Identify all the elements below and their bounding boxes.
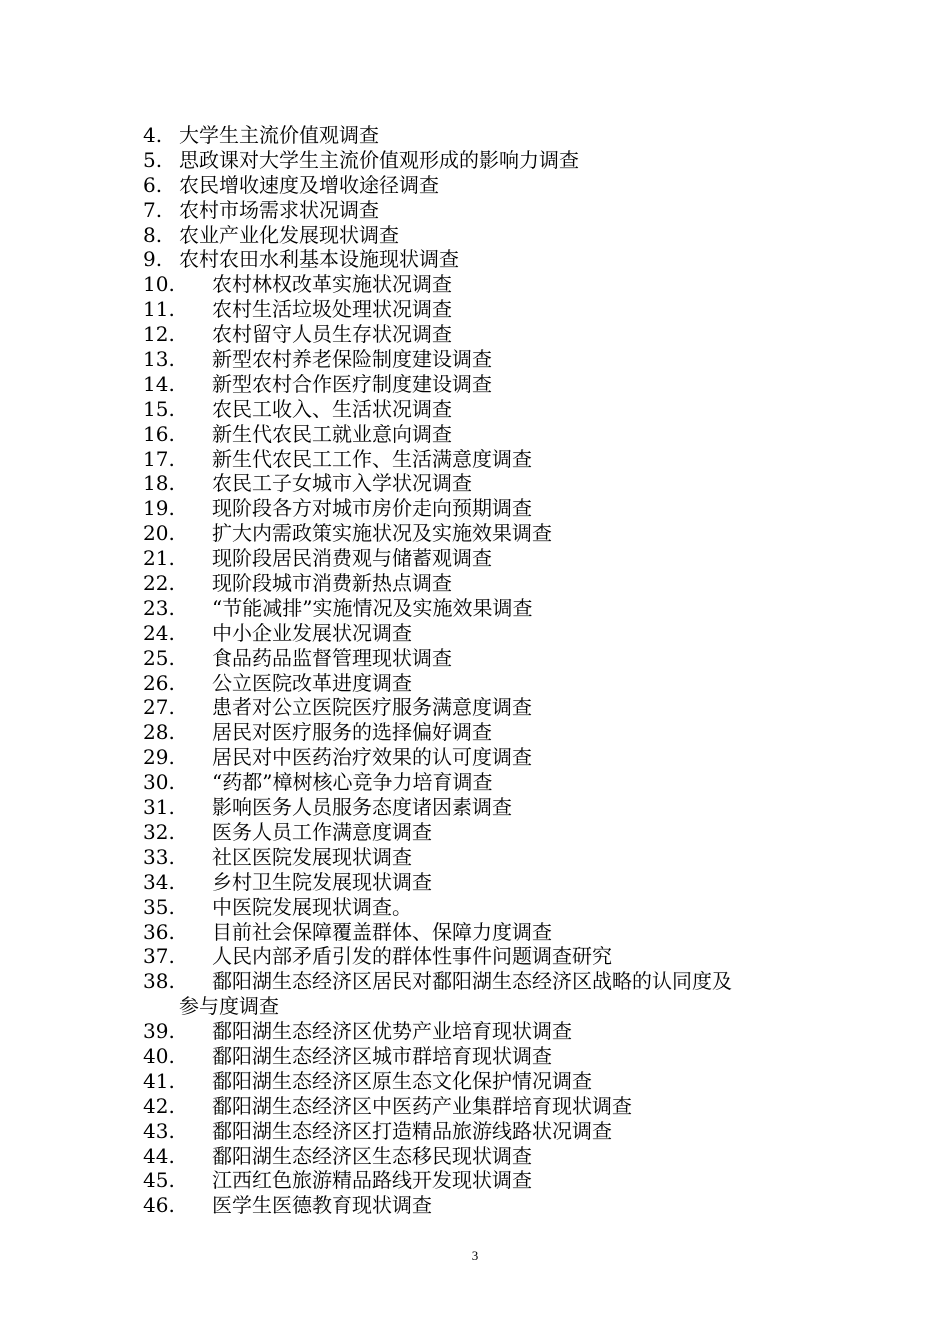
list-item-number: 21. (143, 546, 175, 571)
list-item-text: 人民内部矛盾引发的群体性事件问题调查研究 (212, 944, 612, 969)
list-item-number: 12. (143, 322, 175, 347)
list-item (143, 422, 823, 447)
list-item-text: 鄱阳湖生态经济区中医药产业集群培育现状调查 (212, 1093, 632, 1118)
list-item-text: 农村农田水利基本设施现状调查 (179, 247, 459, 272)
list-item (143, 546, 823, 571)
list-item-number: 33. (143, 844, 175, 869)
list-item-number: 20. (143, 521, 175, 546)
list-item-number: 40. (143, 1043, 175, 1068)
list-item-text: 公立医院改革进度调查 (212, 670, 412, 695)
list-item (143, 1168, 823, 1193)
list-item-text: 新型农村养老保险制度建设调查 (212, 347, 492, 372)
list-item-number: 31. (143, 795, 175, 820)
list-item-number: 17. (143, 446, 175, 471)
list-item-number: 29. (143, 745, 175, 770)
list-item-text: 思政课对大学生主流价值观形成的影响力调查 (179, 147, 579, 172)
list-item (143, 745, 823, 770)
list-item-text: 中医院发展现状调查。 (212, 894, 412, 919)
list-item (143, 1044, 823, 1069)
list-item-number: 22. (143, 571, 175, 596)
list-item-text: 现阶段城市消费新热点调查 (212, 571, 452, 596)
list-item-number: 15. (143, 396, 175, 421)
list-item-number: 27. (143, 695, 175, 720)
list-item (143, 447, 823, 472)
list-item-number: 35. (143, 894, 175, 919)
list-item-number: 18. (143, 471, 175, 496)
list-item (143, 845, 823, 870)
list-item-text: 新生代农民工工作、生活满意度调查 (212, 446, 532, 471)
list-item-text: 扩大内需政策实施状况及实施效果调查 (212, 521, 552, 546)
list-item-number: 42. (143, 1093, 175, 1118)
list-item (143, 944, 823, 969)
list-item-number: 10. (143, 272, 175, 297)
list-item (143, 969, 823, 1019)
list-item-number: 16. (143, 421, 175, 446)
list-item-number: 4. (143, 123, 163, 147)
list-item-number: 46. (143, 1193, 175, 1218)
list-item (143, 1193, 823, 1218)
list-item (143, 695, 823, 720)
list-item (143, 770, 823, 795)
topic-list (143, 123, 823, 1218)
list-item-number: 34. (143, 869, 175, 894)
list-item-text: “药都”樟树核心竞争力培育调查 (212, 770, 493, 795)
list-item (143, 895, 823, 920)
list-item-text: 居民对医疗服务的选择偏好调查 (212, 720, 492, 745)
list-item-number: 24. (143, 620, 175, 645)
list-item-text: 农村留守人员生存状况调查 (212, 322, 452, 347)
list-item (143, 571, 823, 596)
list-item (143, 123, 823, 148)
list-item (143, 223, 823, 248)
list-item-number: 26. (143, 670, 175, 695)
list-item-text: 大学生主流价值观调查 (179, 123, 379, 147)
list-item-number: 36. (143, 919, 175, 944)
list-item-number: 9. (143, 247, 163, 272)
list-item-text: 鄱阳湖生态经济区生态移民现状调查 (212, 1143, 532, 1168)
list-item-text: 社区医院发展现状调查 (212, 844, 412, 869)
list-item-text: 鄱阳湖生态经济区优势产业培育现状调查 (212, 1019, 572, 1044)
list-item-text: 江西红色旅游精品路线开发现状调查 (212, 1168, 532, 1193)
list-item-number: 44. (143, 1143, 175, 1168)
list-item-text: “节能减排”实施情况及实施效果调查 (212, 595, 533, 620)
list-item (143, 173, 823, 198)
list-item-text: 乡村卫生院发展现状调查 (212, 869, 432, 894)
list-item (143, 795, 823, 820)
list-item (143, 1069, 823, 1094)
page-number: 3 (471, 1248, 479, 1263)
list-item-text: 目前社会保障覆盖群体、保障力度调查 (212, 919, 552, 944)
list-item-number: 25. (143, 645, 175, 670)
list-item-text: 患者对公立医院医疗服务满意度调查 (212, 695, 532, 720)
list-item (143, 920, 823, 945)
list-item (143, 521, 823, 546)
list-item (143, 646, 823, 671)
list-item-number: 37. (143, 944, 175, 969)
list-item-number: 32. (143, 819, 175, 844)
list-item-number: 8. (143, 222, 163, 247)
list-item (143, 272, 823, 297)
list-item-text: 农业产业化发展现状调查 (179, 222, 399, 247)
list-item-text: 农民增收速度及增收途径调查 (179, 172, 439, 197)
list-item-number: 5. (143, 147, 163, 172)
list-item-number: 30. (143, 770, 175, 795)
list-item (143, 322, 823, 347)
list-item-text: 农村市场需求状况调查 (179, 197, 379, 222)
list-item-text: 农村生活垃圾处理状况调查 (212, 297, 452, 322)
list-item-number: 45. (143, 1168, 175, 1193)
list-item-number: 41. (143, 1068, 175, 1093)
list-item-number: 14. (143, 371, 175, 396)
list-item (143, 496, 823, 521)
list-item-text: 食品药品监督管理现状调查 (212, 645, 452, 670)
list-item-number: 23. (143, 595, 175, 620)
list-item (143, 297, 823, 322)
list-item-number: 28. (143, 720, 175, 745)
list-item-number: 11. (143, 297, 175, 322)
list-item-text: 居民对中医药治疗效果的认可度调查 (212, 745, 532, 770)
list-item-text: 鄱阳湖生态经济区原生态文化保护情况调查 (212, 1068, 592, 1093)
list-item-text: 农村林权改革实施状况调查 (212, 272, 452, 297)
list-item-text: 新型农村合作医疗制度建设调查 (212, 371, 492, 396)
list-item-number: 7. (143, 197, 163, 222)
list-item-number: 39. (143, 1019, 175, 1044)
list-item (143, 671, 823, 696)
list-item-text: 鄱阳湖生态经济区打造精品旅游线路状况调查 (212, 1118, 612, 1143)
list-item (143, 347, 823, 372)
list-item-text: 医务人员工作满意度调查 (212, 819, 432, 844)
list-item (143, 820, 823, 845)
list-item (143, 148, 823, 173)
list-item (143, 1144, 823, 1169)
list-item-text: 现阶段居民消费观与储蓄观调查 (212, 546, 492, 571)
list-item-text: 医学生医德教育现状调查 (212, 1193, 432, 1218)
list-item (143, 870, 823, 895)
list-item (143, 1119, 823, 1144)
list-item-number: 6. (143, 172, 163, 197)
list-item (143, 1094, 823, 1119)
list-item-text: 影响医务人员服务态度诸因素调查 (212, 795, 512, 820)
list-item (143, 372, 823, 397)
list-item (143, 247, 823, 272)
list-item-text: 现阶段各方对城市房价走向预期调查 (212, 496, 532, 521)
list-item-number: 43. (143, 1118, 175, 1143)
list-item-text: 农民工子女城市入学状况调查 (212, 471, 472, 496)
list-item-number: 19. (143, 496, 175, 521)
list-item (143, 397, 823, 422)
list-item-text: 农民工收入、生活状况调查 (212, 396, 452, 421)
list-item-text: 中小企业发展状况调查 (212, 620, 412, 645)
list-item-text: 鄱阳湖生态经济区居民对鄱阳湖生态经济区战略的认同度及 (212, 969, 732, 994)
list-item (143, 471, 823, 496)
list-item (143, 720, 823, 745)
list-item (143, 1019, 823, 1044)
list-item-text: 新生代农民工就业意向调查 (212, 421, 452, 446)
list-item (143, 596, 823, 621)
list-item (143, 198, 823, 223)
list-item-continuation: 参与度调查 (179, 994, 279, 1019)
list-item-text: 鄱阳湖生态经济区城市群培育现状调查 (212, 1043, 552, 1068)
list-item (143, 621, 823, 646)
list-item-number: 13. (143, 347, 175, 372)
list-item-number: 38. (143, 969, 175, 994)
